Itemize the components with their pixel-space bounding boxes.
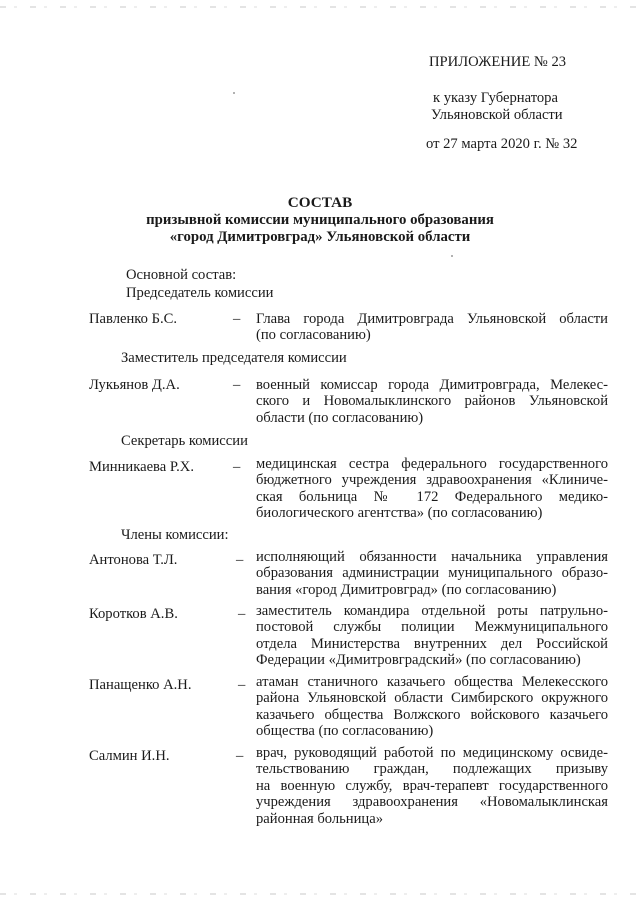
section-members: Члены комиссии:	[121, 527, 229, 543]
member-position	[256, 456, 608, 522]
position-line: военный комиссар города Димитровграда, Мелекес-	[256, 377, 608, 393]
position-line: заместитель командира отдельной роты патрульно-	[256, 603, 608, 619]
decree-line-1: к указу Губернатора	[433, 90, 558, 106]
position-line: постовой службы полиции Межмуниципального	[256, 619, 608, 636]
document-subtitle-2: «город Димитровград» Ульяновской области	[169, 229, 471, 245]
position-line: казачьего общества Волжского войскового казачьего	[256, 706, 608, 723]
position-line: учреждения здравоохранения «Новомалыклинская	[256, 794, 608, 811]
decree-line-2: Ульяновской области	[431, 107, 563, 123]
position-line: районная больница»	[256, 810, 384, 827]
scan-edge-bottom	[0, 893, 640, 895]
member-position	[256, 311, 608, 344]
section-deputy: Заместитель председателя комиссии	[121, 350, 347, 366]
dash: –	[238, 677, 246, 693]
position-line: медицинская сестра федерального государственного	[256, 456, 608, 472]
position-line: Федерации «Димитровградский» (по согласованию)	[256, 652, 581, 669]
member-name: Коротков А.В.	[89, 606, 178, 622]
section-chairman: Председатель комиссии	[126, 285, 274, 301]
position-line: тельствованию граждан, подлежащих призыву	[256, 761, 608, 778]
section-main-composition: Основной состав:	[126, 267, 237, 283]
dash: –	[233, 459, 241, 475]
section-secretary: Секретарь комиссии	[121, 433, 248, 449]
position-line: ского и Новомалыклинского районов Ульяновской	[256, 393, 608, 410]
position-line: бюджетного учреждения здравоохранения «Клиниче-	[256, 472, 608, 489]
member-position	[256, 674, 608, 740]
document-title: СОСТАВ	[287, 194, 353, 211]
position-line: ская больница № 172 Федерального медико-	[256, 488, 608, 505]
member-name: Антонова Т.Л.	[89, 552, 178, 568]
appendix-label: ПРИЛОЖЕНИЕ № 23	[429, 54, 567, 70]
member-position	[256, 549, 608, 598]
member-position	[256, 745, 608, 827]
member-name: Минникаева Р.Х.	[89, 459, 194, 475]
position-line: образования администрации муниципального образо-	[256, 565, 608, 582]
dash: –	[236, 748, 244, 764]
position-line: Глава города Димитровграда Ульяновской области	[256, 311, 608, 327]
member-name: Панащенко А.Н.	[89, 677, 192, 693]
position-line: (по согласованию)	[256, 327, 371, 344]
position-line: области (по согласованию)	[256, 409, 424, 426]
dash: –	[236, 552, 244, 568]
member-name: Лукьянов Д.А.	[89, 377, 180, 393]
member-position	[256, 377, 608, 426]
position-line: отдела Министерства внутренних дел Российской	[256, 635, 608, 652]
document-subtitle-1: призывной комиссии муниципального образования	[146, 212, 494, 228]
position-line: района Ульяновской области Симбирского окружного	[256, 690, 608, 707]
position-line: вания «город Димитровград» (по согласованию)	[256, 581, 557, 598]
member-name: Салмин И.Н.	[89, 748, 170, 764]
dash: –	[238, 606, 246, 622]
decree-date: от 27 марта 2020 г. № 32	[426, 136, 578, 152]
position-line: врач, руководящий работой по медицинскому освиде-	[256, 745, 608, 761]
member-name: Павленко Б.С.	[89, 311, 177, 327]
position-line: на военную службу, врач-терапевт государственного	[256, 777, 608, 794]
scan-edge-top	[0, 6, 640, 8]
position-line: атаман станичного казачьего общества Мелекесского	[256, 674, 608, 690]
member-position	[256, 603, 608, 669]
dash: –	[233, 311, 241, 327]
scan-speck	[233, 92, 235, 94]
position-line: биологического агентства» (по согласованию)	[256, 505, 543, 522]
dash: –	[233, 377, 241, 393]
scan-speck	[451, 255, 453, 257]
position-line: общества (по согласованию)	[256, 723, 434, 740]
position-line: исполняющий обязанности начальника управления	[256, 549, 608, 565]
